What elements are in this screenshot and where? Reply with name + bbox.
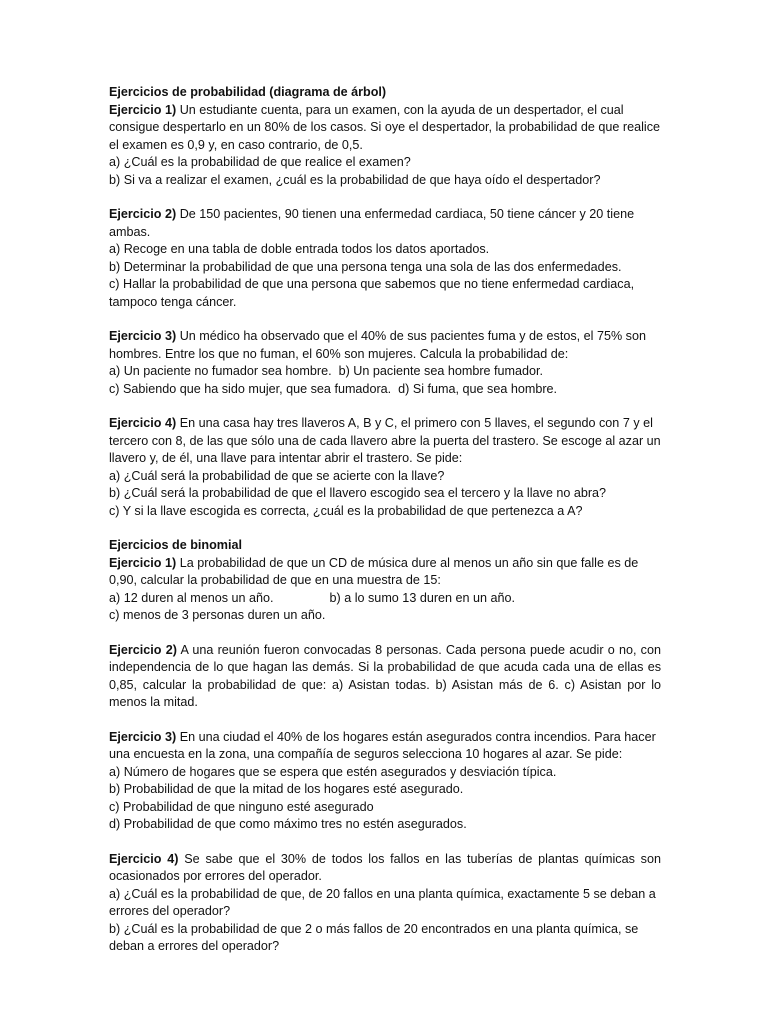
document bbox=[109, 84, 661, 973]
exercise-intro: En una casa hay tres llaveros A, B y C, el primero con 5 llaves, el segundo con 7 y el tercero con 8, de las que sólo una de cada llavero abre la puerta del trastero. Se escoge al azar un llavero y, de él, una llave para intentar abrir el trastero. Se pide: bbox=[109, 416, 661, 465]
question-line: d) Probabilidad de que como máximo tres no estén asegurados. bbox=[109, 817, 467, 831]
question-line: a) ¿Cuál es la probabilidad de que realice el examen? bbox=[109, 155, 411, 169]
exercise-bin-3 bbox=[109, 729, 661, 834]
section-title-binomial: Ejercicios de binomial bbox=[109, 538, 242, 552]
exercise-label: Ejercicio 4) bbox=[109, 416, 177, 430]
exercise-text bbox=[109, 328, 661, 363]
exercise-bin-1 bbox=[109, 555, 661, 625]
question-line: c) Y si la llave escogida es correcta, ¿cuál es la probabilidad de que pertenezca a A? bbox=[109, 503, 583, 518]
exercise-intro: Un médico ha observado que el 40% de sus pacientes fuma y de estos, el 75% son hombres. Entre los que no fuman, el 60% son mujeres. Calcula la probabilidad de: bbox=[109, 329, 646, 361]
exercise-intro: De 150 pacientes, 90 tienen una enfermedad cardiaca, 50 tiene cáncer y 20 tiene ambas. bbox=[109, 207, 635, 239]
question-line: a) ¿Cuál es la probabilidad de que, de 20 fallos en una planta química, exactamente 5 se deban a errores del operador? bbox=[109, 886, 656, 918]
exercise-bin-2 bbox=[109, 642, 661, 712]
question-line: c) Probabilidad de que ninguno esté asegurado bbox=[109, 799, 374, 814]
exercise-text bbox=[109, 555, 661, 590]
question-line: b) Si va a realizar el examen, ¿cuál es la probabilidad de que haya oído el despertador? bbox=[109, 172, 601, 187]
question-line: b) ¿Cuál será la probabilidad de que el llavero escogido sea el tercero y la llave no abra? bbox=[109, 486, 607, 500]
question-line: c) Sabiendo que ha sido mujer, que sea fumadora. d) Si fuma, que sea hombre. bbox=[109, 381, 558, 396]
exercise-intro: La probabilidad de que un CD de música dure al menos un año sin que falle es de 0,90, calcular la probabilidad de que en una muestra de 15: bbox=[109, 555, 639, 587]
exercise-prob-1 bbox=[109, 102, 661, 190]
exercise-label: Ejercicio 3) bbox=[109, 329, 177, 343]
exercise-text bbox=[109, 851, 661, 886]
question-line: b) ¿Cuál es la probabilidad de que 2 o más fallos de 20 encontrados en una planta química, se deban a errores del operador? bbox=[109, 921, 639, 953]
exercise-text bbox=[109, 206, 661, 241]
question-line: b) Determinar la probabilidad de que una persona tenga una sola de las dos enfermedades. bbox=[109, 259, 622, 274]
question-line: a) Recoge en una tabla de doble entrada todos los datos aportados. bbox=[109, 242, 490, 256]
exercise-label: Ejercicio 1) bbox=[109, 555, 177, 570]
exercise-label: Ejercicio 3) bbox=[109, 729, 177, 744]
question-line: a) Un paciente no fumador sea hombre. b) Un paciente sea hombre fumador. bbox=[109, 364, 544, 378]
exercise-prob-4 bbox=[109, 415, 661, 520]
question-line: a) 12 duren al menos un año. b) a lo sumo 13 duren en un año. bbox=[109, 590, 516, 605]
question-line: a) Número de hogares que se espera que estén asegurados y desviación típica. bbox=[109, 764, 557, 779]
exercise-prob-2 bbox=[109, 206, 661, 311]
exercise-intro: En una ciudad el 40% de los hogares están asegurados contra incendios. Para hacer una encuesta en la zona, una compañía de seguros selecciona 10 hogares al azar. Se pide: bbox=[109, 729, 656, 761]
exercise-text bbox=[109, 642, 661, 712]
question-line: c) Hallar la probabilidad de que una persona que sabemos que no tiene enfermedad cardiaca, tampoco tenga cáncer. bbox=[109, 277, 635, 309]
question-line: c) menos de 3 personas duren un año. bbox=[109, 608, 326, 622]
exercise-bin-4 bbox=[109, 851, 661, 956]
question-line: b) Probabilidad de que la mitad de los hogares esté asegurado. bbox=[109, 782, 464, 796]
section-title-probabilidad: Ejercicios de probabilidad (diagrama de árbol) bbox=[109, 85, 387, 99]
exercise-prob-3 bbox=[109, 328, 661, 398]
exercise-text bbox=[109, 415, 661, 468]
exercise-intro: Un estudiante cuenta, para un examen, con la ayuda de un despertador, el cual consigue despertarlo en un 80% de los casos. Si oye el despertador, la probabilidad de que realice el examen es 0,9 y, en caso contrario, de 0,5. bbox=[109, 102, 660, 152]
exercise-label: Ejercicio 2) bbox=[109, 207, 177, 221]
question-line: a) ¿Cuál será la probabilidad de que se acierte con la llave? bbox=[109, 468, 445, 483]
exercise-label: Ejercicio 1) bbox=[109, 102, 177, 117]
exercise-text bbox=[109, 729, 661, 764]
exercise-intro: A una reunión fueron convocadas 8 personas. Cada persona puede acudir o no, con independencia de lo que hagan las demás. Si la probabilidad de que acuda cada una de ellas es 0,85, calcular la probabilidad de que: a) Asistan todas. b) Asistan más de 6. c) Asistan por lo menos la mitad. bbox=[109, 642, 661, 709]
exercise-intro: Se sabe que el 30% de todos los fallos en las tuberías de plantas químicas son ocasionados por errores del operador. bbox=[109, 851, 661, 883]
exercise-label: Ejercicio 2) bbox=[109, 642, 177, 657]
exercise-text bbox=[109, 102, 661, 155]
exercise-label: Ejercicio 4) bbox=[109, 851, 179, 866]
